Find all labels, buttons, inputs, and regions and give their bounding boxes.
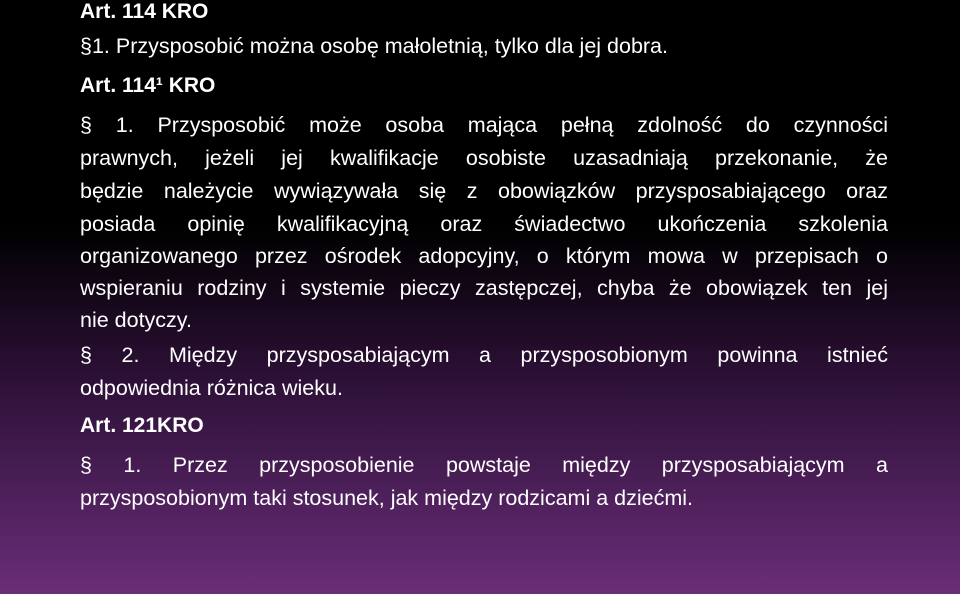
paragraph-line: § 1. Przez przysposobienie powstaje między przysposabiającym a <box>80 453 888 477</box>
paragraph-line: posiada opinię kwalifikacyjną oraz świadectwo ukończenia szkolenia <box>80 212 888 236</box>
article-heading-114: Art. 114 KRO <box>80 0 209 23</box>
paragraph-line: §1. Przysposobić można osobę małoletnią, tylko dla jej dobra. <box>80 34 668 58</box>
paragraph-line: § 2. Między przysposabiającym a przysposobionym powinna istnieć <box>80 343 888 367</box>
paragraph-line: organizowanego przez ośrodek adopcyjny, o którym mowa w przepisach o <box>80 244 888 268</box>
paragraph-line: będzie należycie wywiązywała się z obowiązków przysposabiającego oraz <box>80 179 888 203</box>
paragraph-line: przysposobionym taki stosunek, jak między rodzicami a dziećmi. <box>80 486 693 510</box>
paragraph-line: nie dotyczy. <box>80 308 192 332</box>
article-heading-121: Art. 121KRO <box>80 414 204 437</box>
article-heading-114-1: Art. 114¹ KRO <box>80 74 216 97</box>
paragraph-line: § 1. Przysposobić może osoba mająca pełną zdolność do czynności <box>80 113 888 137</box>
paragraph-line: wspieraniu rodziny i systemie pieczy zastępczej, chyba że obowiązek ten jej <box>80 276 888 300</box>
paragraph-line: odpowiednia różnica wieku. <box>80 376 343 400</box>
paragraph-line: prawnych, jeżeli jej kwalifikacje osobiste uzasadniają przekonanie, że <box>80 146 888 170</box>
